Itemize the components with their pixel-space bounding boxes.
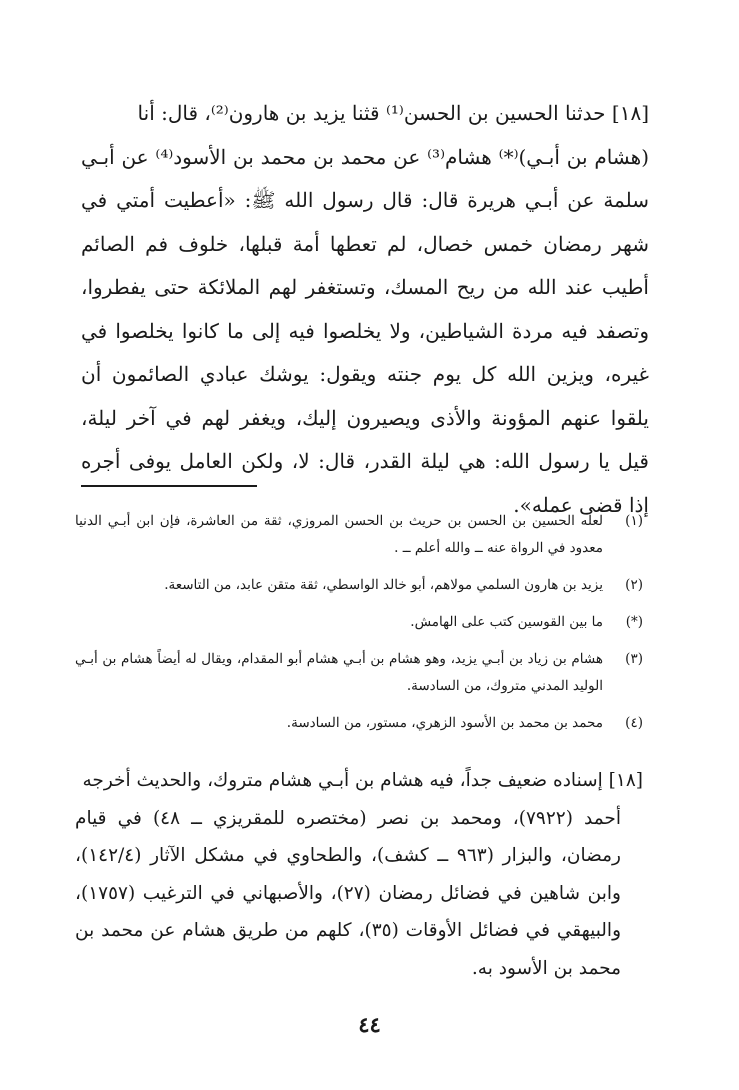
footnote-text: يزيد بن هارون السلمي مولاهم، أبو خالد الواسطي، ثقة متقن عابد، من التاسعة. [164,577,603,593]
footnote-marker: (٤) [625,715,643,731]
hadith-body: (هشام بن أبـي)⁽*⁾ هشام⁽³⁾ عن محمد بن محمد بن الأسود⁽⁴⁾ عن أبـي سلمة عن أبـي هريرة قال: قال رسول الله ﷺ: «أعطيت أمتي في شهر رمضان خمس خصال، لم تعطها أمة قبلها، خلوف فم الصائم أطيب عند الله من ريح المسك، وتستغفر لهم الملائكة حتى يفطروا، وتصفد فيه مردة الشياطين، ولا يخلصوا فيه إلى ما كانوا يخلصوا في غيره، ويزين الله كل يوم جنته ويقول: يوشك عبادي الصائمون أن يلقوا عنهم المؤونة والأذى ويصيرون إليك، ويغفر لهم في آخر ليلة، قيل يا رسول الله: هي ليلة القدر، قال: لا، ولكن العامل يوفى أجره إذا قضى عمله». [81,144,649,517]
footnote-2 [75,572,643,599]
footnote-marker: (١) [625,513,643,529]
footnote-text: لعله الحسين بن الحسن بن حريث بن الحسن المروزي، ثقة من العاشرة، فإن ابن أبـي الدنيا معدود في الرواة عنه ــ والله أعلم ــ . [75,513,603,556]
footnotes-list [75,508,643,747]
hadith-heading-line: [١٨] حدثنا الحسين بن الحسن⁽¹⁾ قثنا يزيد بن هارون⁽²⁾، قال: أنا [137,101,649,125]
hadith-text [81,92,649,527]
footnote-3 [75,646,643,700]
footnote-marker: (٣) [625,651,643,667]
footnote-separator [81,485,257,487]
page-number: ٤٤ [358,1012,381,1037]
footnote-text: ما بين القوسين كتب على الهامش. [410,614,603,630]
footnote-marker: (٢) [625,577,643,593]
footnote-text: هشام بن زياد بن أبـي يزيد، وهو هشام بن أبـي هشام أبو المقدام، ويقال له أيضاً هشام بن أبـي الوليد المدني متروك، من السادسة. [75,651,603,694]
takhrij-section [75,762,643,987]
footnote-1 [75,508,643,562]
footnote-4 [75,710,643,737]
takhrij-heading-line: [١٨] إسناده ضعيف جداً، فيه هشام بن أبـي هشام متروك، والحديث أخرجه [82,770,643,791]
footnote-text: محمد بن محمد بن الأسود الزهري، مستور، من السادسة. [286,715,603,731]
footnote-marker: (*) [625,614,643,630]
takhrij-body: أحمد (٧٩٢٢)، ومحمد بن نصر (مختصره للمقريزي ــ ٤٨) في قيام رمضان، والبزار (٩٦٣ ــ كشف)، والطحاوي في مشكل الآثار (١٤٢/٤)، وابن شاهين في فضائل رمضان (٢٧)، والأصبهاني في الترغيب (١٧٥٧)، والبيهقي في فضائل الأوقات (٣٥)، كلهم من طريق هشام عن محمد بن محمد بن الأسود به. [75,807,622,979]
footnote-star [75,609,643,636]
